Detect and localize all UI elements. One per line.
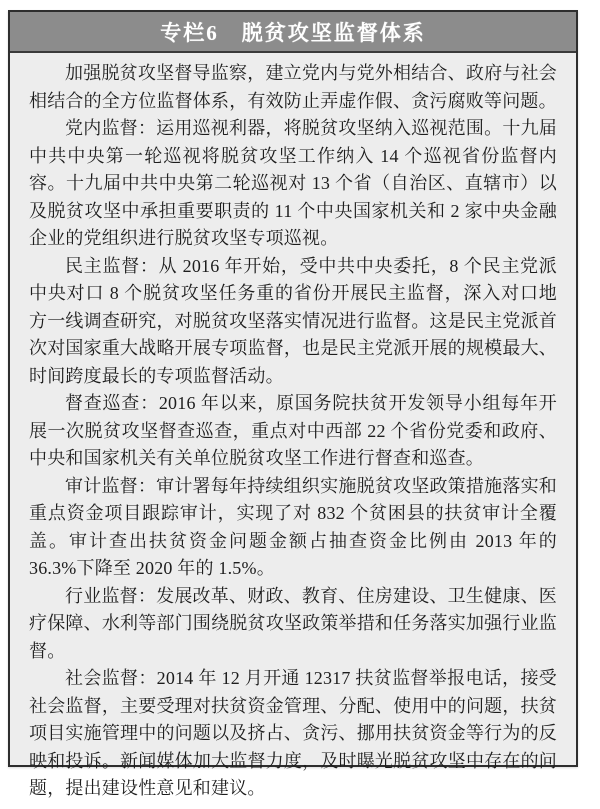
panel-header: [10, 12, 576, 53]
column-panel: [8, 10, 578, 798]
panel-title: 专栏6 脱贫攻坚监督体系: [160, 20, 426, 45]
paragraph: 督查巡查：2016 年以来，原国务院扶贫开发领导小组每年开展一次脱贫攻坚督查巡查，重点对中西部 22 个省份党委和政府、中央和国家机关有关单位脱贫攻坚工作进行督查和巡查。: [29, 393, 557, 468]
paragraph: 行业监督：发展改革、财政、教育、住房建设、卫生健康、医疗保障、水利等部门围绕脱贫攻坚政策举措和任务落实加强行业监督。: [29, 585, 557, 661]
paragraph: 加强脱贫攻坚督导监察，建立党内与党外相结合、政府与社会相结合的全方位监督体系，有效防止弄虚作假、贪污腐败等问题。: [29, 63, 557, 111]
panel-body: [10, 53, 576, 809]
paragraph: 社会监督：2014 年 12 月开通 12317 扶贫监督举报电话，接受社会监督，主要受理对扶贫资金管理、分配、使用中的问题，扶贫项目实施管理中的问题以及挤占、贪污、挪用扶贫资金等行为的反映和投诉。新闻媒体加大监督力度，及时曝光脱贫攻坚中存在的问题，提出建设性意见和建议。: [29, 668, 557, 798]
paragraph: 审计监督：审计署每年持续组织实施脱贫攻坚政策措施落实和重点资金项目跟踪审计，实现了对 832 个贫困县的扶贫审计全覆盖。审计查出扶贫资金问题金额占抽查资金比例由 2013 年的 36.3%下降至 2020 年的 1.5%。: [29, 475, 557, 578]
paragraph: 民主监督：从 2016 年开始，受中共中央委托，8 个民主党派中央对口 8 个脱贫攻坚任务重的省份开展民主监督，深入对口地方一线调查研究，对脱贫攻坚落实情况进行监督。这是民主党派首次对国家重大战略开展专项监督，也是民主党派开展的规模最大、时间跨度最长的专项监督活动。: [29, 255, 557, 386]
paragraph: 党内监督：运用巡视利器，将脱贫攻坚纳入巡视范围。十九届中共中央第一轮巡视将脱贫攻坚工作纳入 14 个巡视省份监督内容。十九届中共中央第二轮巡视对 13 个省（自治区、直辖市）以及脱贫攻坚中承担重要职责的 11 个中央国家机关和 2 家中央金融企业的党组织进行脱贫攻坚专项巡视。: [29, 118, 557, 248]
